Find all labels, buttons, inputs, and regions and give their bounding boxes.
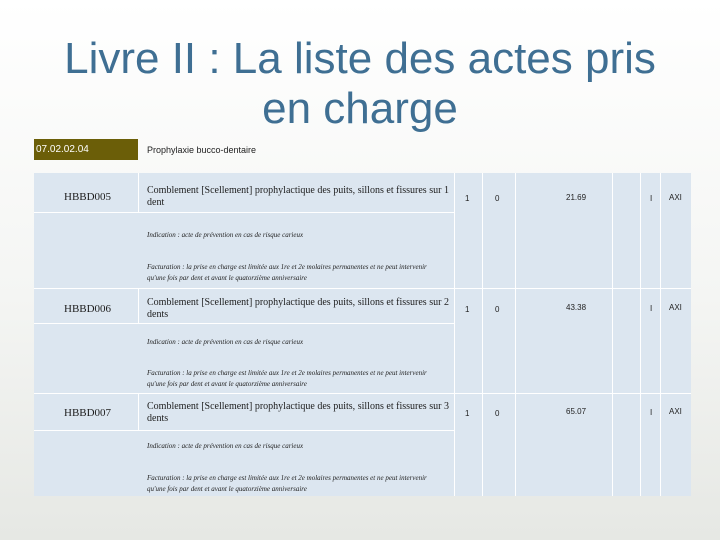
act-facturation: Facturation : la prise en charge est limitée aux 1re et 2e molaires permanentes et ne peut intervenir qu'une fois par dent et avant le quatorzième anniversaire [147,474,427,493]
act-col-d: I [650,408,653,417]
section-label: Prophylaxie bucco-dentaire [147,145,257,155]
act-col-a: 1 [465,194,470,203]
column-divider [482,173,483,496]
section-code: 07.02.02.04 [34,139,138,160]
column-divider [138,288,139,324]
act-col-e: AXI [669,303,682,312]
column-divider [640,173,641,496]
act-code: HBBD007 [64,407,112,419]
table-divider [34,393,691,394]
act-col-a: 1 [465,409,470,418]
act-price: 43.38 [566,303,587,312]
act-col-b: 0 [495,194,500,203]
slide-title-line-1: Livre II : La liste des actes pris [64,34,656,83]
act-col-a: 1 [465,305,470,314]
act-col-d: I [650,194,653,203]
slide-title [0,34,720,134]
table-divider [34,212,454,213]
column-divider [660,173,661,496]
table-divider [34,430,454,431]
table-divider [34,323,454,324]
column-divider [138,173,139,213]
column-divider [138,393,139,431]
column-divider [612,173,613,496]
act-code: HBBD005 [64,191,112,203]
act-col-e: AXI [669,407,682,416]
act-col-b: 0 [495,305,500,314]
act-col-b: 0 [495,409,500,418]
slide-title-line-2: en charge [262,84,458,133]
act-price: 65.07 [566,407,587,416]
column-divider [515,173,516,496]
act-col-d: I [650,304,653,313]
table-divider [34,288,691,289]
act-price: 21.69 [566,193,587,202]
act-facturation: Facturation : la prise en charge est limitée aux 1re et 2e molaires permanentes et ne peut intervenir qu'une fois par dent et avant le quatorzième anniversaire [147,263,427,282]
act-facturation: Facturation : la prise en charge est limitée aux 1re et 2e molaires permanentes et ne peut intervenir qu'une fois par dent et avant le quatorzième anniversaire [147,369,427,388]
act-label: Comblement [Scellement] prophylactique des puits, sillons et fissures sur 1 dent [147,185,449,208]
act-label: Comblement [Scellement] prophylactique des puits, sillons et fissures sur 2 dents [147,297,449,320]
act-label: Comblement [Scellement] prophylactique des puits, sillons et fissures sur 3 dents [147,401,449,424]
act-indication: Indication : acte de prévention en cas de risque carieux [147,231,304,239]
act-col-e: AXI [669,193,682,202]
act-indication: Indication : acte de prévention en cas de risque carieux [147,442,304,450]
act-code: HBBD006 [64,303,112,315]
column-divider [454,173,455,496]
act-indication: Indication : acte de prévention en cas de risque carieux [147,338,304,346]
